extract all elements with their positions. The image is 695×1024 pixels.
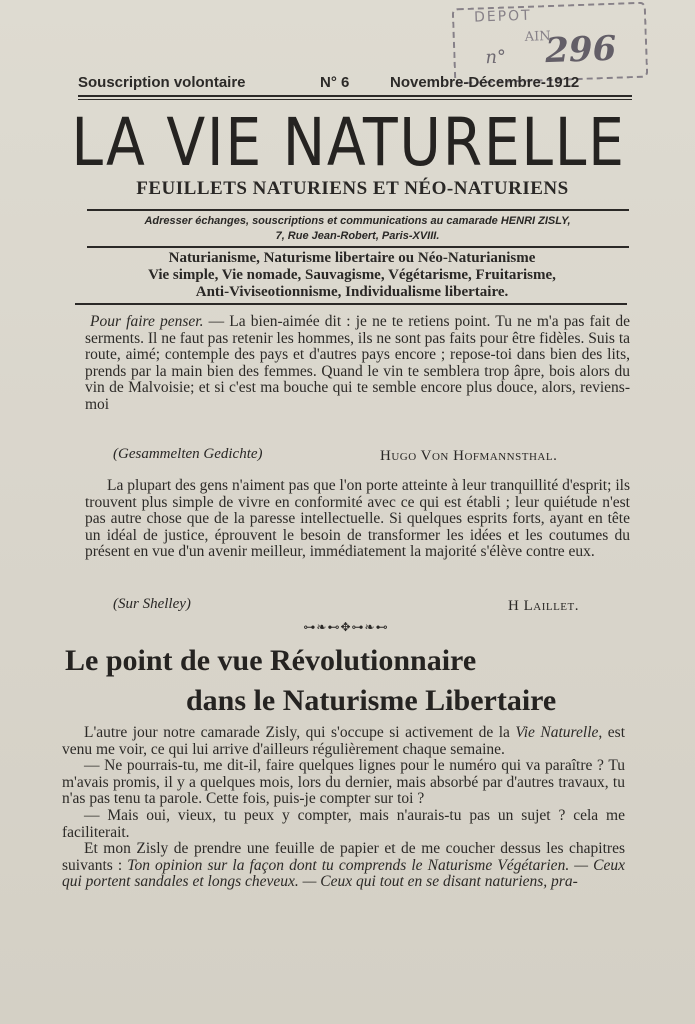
- stamp-number: 296: [544, 28, 617, 72]
- topics-list: [62, 250, 642, 301]
- issue-date: Novembre-Décembre-1912: [390, 74, 580, 91]
- address-line: 7, Rue Jean-Robert, Paris-XVIII.: [275, 230, 440, 242]
- quote-text: — La bien-aimée dit : je ne te retiens point. Tu ne m'a pas fait de serments. Il ne faut pas retenir les hommes, ils ne sont pas faits pour être fidèles. Suis ta route, aimé; contemple des pays et d'autres pays encore ; repose-toi dans bien des lits, prends par la main bien des femmes. Quand le vin te semblera trop âpre, bois alors du vin de Malvoisie; et si c'est ma bouche qui te semble encore plus douce, alors, reviens-moi: [85, 313, 630, 413]
- quote-hofmannsthal: [85, 314, 630, 414]
- article-body: [62, 725, 625, 891]
- quote-shelley: [85, 478, 630, 561]
- article-emphasis: Vie Naturelle: [515, 724, 599, 741]
- article-paragraph: — Mais oui, vieux, tu peux y compter, mais n'aurais-tu pas un sujet ? cela me faciliterait.: [62, 806, 625, 841]
- address-line: Adresser échanges, souscriptions et communications au camarade HENRI ZISLY,: [144, 215, 571, 227]
- stamp-label: DEPOT: [473, 7, 532, 26]
- topics-line: Vie simple, Vie nomade, Sauvagisme, Végétarisme, Fruitarisme,: [148, 267, 556, 283]
- masthead-rule-thin: [78, 99, 632, 100]
- topics-line: Anti-Viviseotionnisme, Individualisme libertaire.: [195, 284, 509, 300]
- stamp-no-label: n°: [485, 46, 507, 69]
- divider: [87, 246, 629, 248]
- topics-line: Naturianisme, Naturisme libertaire ou Néo-Naturianisme: [168, 250, 536, 266]
- masthead-rule: [78, 95, 632, 97]
- issue-number: N° 6: [320, 74, 350, 91]
- quote-text: La plupart des gens n'aiment pas que l'on porte atteinte à leur tranquillité d'esprit; ils trouvent plus simple de vivre en conformité avec ce qui est établi ; leur quiétude n'est pas autre chose que de la paresse intellectuelle. Si quelques esprits forts, ayant en tête un idéal de justice, éprouvent le besoin de transformer les idées et les coutumes du présent en vue d'un avenir meilleur, immédiatement la majorité s'élève contre eux.: [85, 477, 630, 561]
- newspaper-title: LA VIE NATURELLE: [71, 104, 626, 181]
- divider: [87, 209, 629, 211]
- newspaper-subtitle: FEUILLETS NATURIENS ET NÉO-NATURIENS: [136, 178, 569, 199]
- quote-author: Hugo Von Hofmannsthal.: [380, 448, 558, 464]
- quote-source: (Gesammelten Gedichte): [113, 446, 263, 462]
- quote-lead: Pour faire penser.: [90, 313, 204, 330]
- article-text: L'autre jour notre camarade Zisly, qui s'occupe si activement de la: [84, 724, 516, 741]
- article-paragraph: — Ne pourrais-tu, me dit-il, faire quelques lignes pour le numéro qui va paraître ? Tu m'avais promis, il y a quelques mois, lors du dernier, mais absorbé par d'autres travaux, tu n'as pas tenu ta parole. Cette fois, puis-je compter sur toi ?: [62, 757, 625, 808]
- article-headline: dans le Naturisme Libertaire: [186, 684, 557, 717]
- article-headline: Le point de vue Révolutionnaire: [65, 644, 477, 677]
- divider: [75, 303, 627, 305]
- article-text: Et mon Zisly de prendre une feuille de papier et de me coucher dessus les chapitres suivants :: [62, 840, 625, 874]
- archive-stamp: [452, 2, 649, 85]
- article-text: , est venu me voir, ce qui lui arrive d'ailleurs régulièrement chaque semaine.: [62, 724, 626, 758]
- quote-source: (Sur Shelley): [113, 596, 191, 612]
- ornament-divider: ⊶❧⊷✥⊶❧⊷: [303, 620, 389, 634]
- quote-author: H Laillet.: [508, 598, 579, 614]
- article-emphasis: Ton opinion sur la façon dont tu comprends le Naturisme Végétarien. — Ceux qui portent sandales et longs cheveux. — Ceux qui tout en se disant naturiens, pra-: [62, 856, 625, 891]
- stamp-city: AIN: [524, 28, 551, 45]
- subscription-note: Souscription volontaire: [78, 74, 246, 91]
- contact-address: [85, 214, 630, 244]
